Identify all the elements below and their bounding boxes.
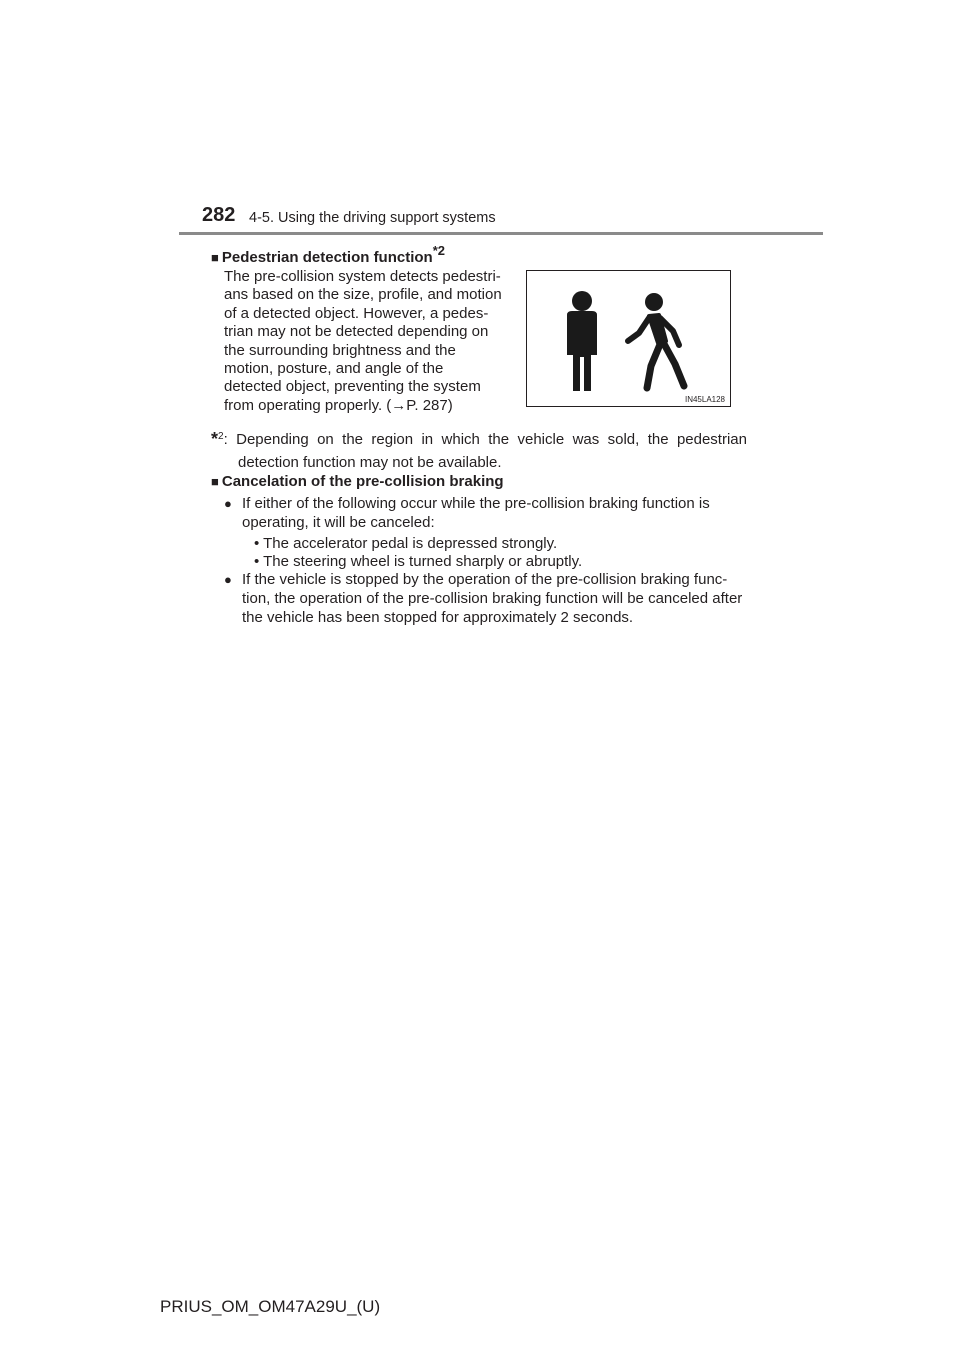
cancelation-bullet-1 bbox=[224, 494, 748, 532]
page-number: 282 bbox=[202, 204, 236, 226]
sub-item-steering: • The steering wheel is turned sharply or abruptly. bbox=[254, 553, 583, 570]
paragraph-line: motion, posture, and angle of the bbox=[224, 360, 444, 378]
square-bullet-icon: ■ bbox=[211, 474, 219, 489]
pedestrian-heading bbox=[211, 244, 445, 266]
standing-pedestrian-icon bbox=[567, 291, 597, 391]
bullet-line: If either of the following occur while the pre-collision braking function is bbox=[242, 495, 710, 512]
document-code: PRIUS_OM_OM47A29U_(U) bbox=[160, 1297, 381, 1316]
footnote bbox=[211, 425, 747, 474]
footnote-line bbox=[211, 425, 747, 451]
pedestrian-heading-footnote-ref: *2 bbox=[432, 243, 446, 258]
section-title: 4-5. Using the driving support systems bbox=[249, 210, 496, 226]
round-bullet-icon: ● bbox=[224, 496, 232, 511]
cancelation-bullet-2 bbox=[224, 570, 748, 627]
footnote-line: detection function may not be available. bbox=[238, 454, 502, 471]
pedestrian-heading-text: Pedestrian detection function bbox=[221, 249, 433, 266]
round-bullet-icon: ● bbox=[224, 572, 232, 587]
pedestrian-paragraph bbox=[224, 268, 506, 415]
paragraph-line: The pre-collision system detects pedestri- bbox=[224, 268, 501, 285]
paragraph-line: from operating properly. (→P. 287) bbox=[224, 396, 453, 414]
square-bullet-icon: ■ bbox=[211, 250, 219, 265]
paragraph-line: the surrounding brightness and the bbox=[224, 341, 456, 359]
footnote-number: 2 bbox=[218, 431, 224, 442]
pedestrian-illustration bbox=[527, 271, 732, 408]
header-rule bbox=[179, 232, 823, 235]
footnote-star-icon: * bbox=[211, 429, 219, 449]
paragraph-line: ans based on the size, profile, and motion bbox=[224, 286, 502, 304]
paragraph-line: of a detected object. However, a pedes- bbox=[224, 304, 489, 322]
paragraph-line: detected object, preventing the system bbox=[224, 378, 481, 396]
bullet-line: tion, the operation of the pre-collision braking function will be canceled after bbox=[242, 590, 743, 607]
paragraph-line: trian may not be detected depending on bbox=[224, 323, 489, 341]
sub-item-accelerator: • The accelerator pedal is depressed strongly. bbox=[254, 535, 558, 552]
bullet-line: the vehicle has been stopped for approximately 2 seconds. bbox=[242, 609, 634, 626]
bullet-line: operating, it will be canceled: bbox=[242, 514, 435, 531]
footnote-text: : Depending on the region in which the vehicle was sold, the pedestrian bbox=[223, 431, 747, 448]
cancelation-heading-text: Cancelation of the pre-collision braking bbox=[221, 473, 504, 490]
cancelation-heading bbox=[211, 473, 504, 490]
figure-code: IN45LA128 bbox=[684, 395, 725, 404]
walking-pedestrian-icon bbox=[628, 293, 684, 388]
bullet-line: If the vehicle is stopped by the operation of the pre-collision braking func- bbox=[242, 571, 728, 588]
pedestrian-figure bbox=[526, 270, 731, 407]
